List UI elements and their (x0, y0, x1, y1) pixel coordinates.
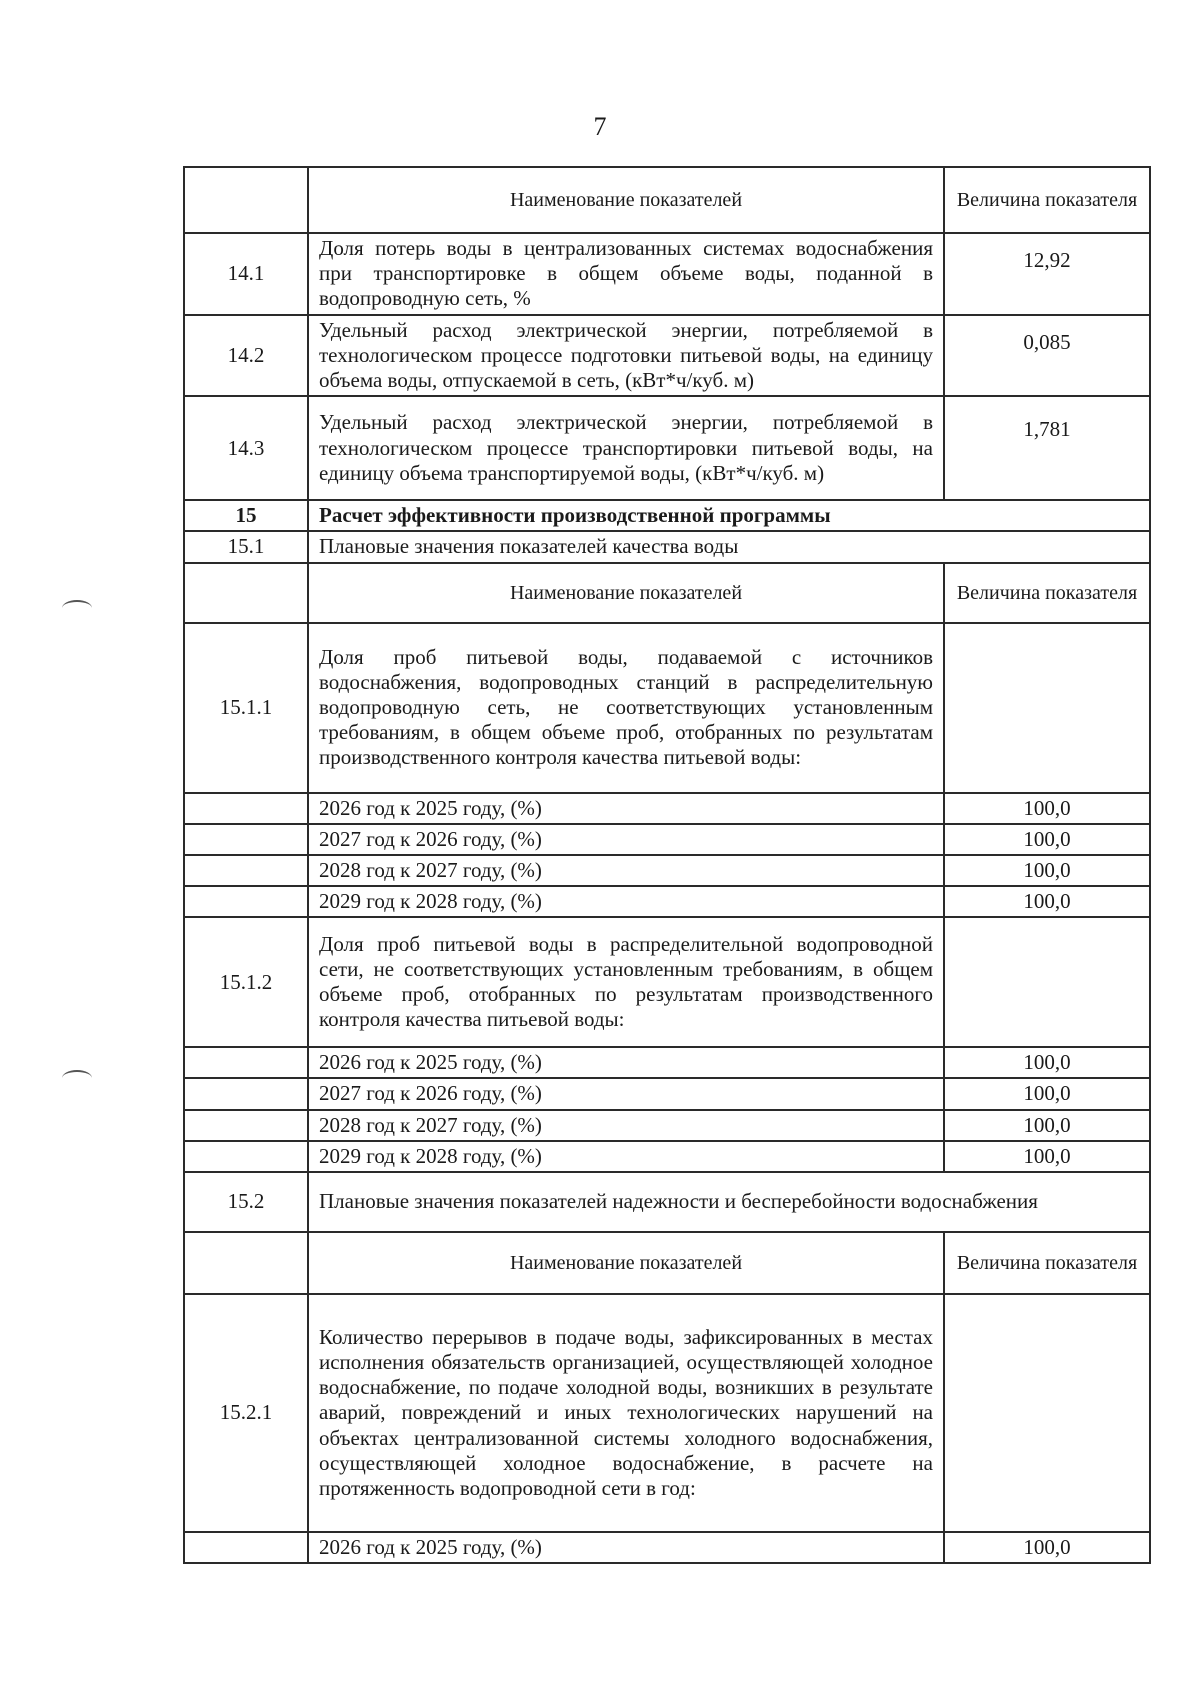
table-row (184, 1294, 1150, 1532)
row-number: 14.2 (184, 315, 308, 397)
row-value (944, 623, 1150, 793)
year-row (184, 1141, 1150, 1172)
year-value: 100,0 (944, 1047, 1150, 1078)
table-row (184, 917, 1150, 1047)
header-num-cell (184, 563, 308, 623)
year-label: 2026 год к 2025 году, (%) (308, 1532, 944, 1563)
header-value-cell: Величина показателя (944, 563, 1150, 623)
row-text: Количество перерывов в подаче воды, зафиксированных в местах исполнения обязательств организацией, осуществляющей холодное водоснабжение, по подаче холодной воды, возникших в результате аварий, повреждений и иных технологических нарушений на объектах централизованной системы холодного водоснабжения, осуществляющей холодное водоснабжение, в расчете на протяженность водопроводной сети в год: (308, 1294, 944, 1532)
section-number: 15.1 (184, 531, 308, 562)
year-row (184, 855, 1150, 886)
row-text: Доля проб питьевой воды, подаваемой с источников водоснабжения, водопроводных станций в распределительную водопроводную сеть, не соответствующих установленным требованиям, в общем объеме проб, отобранных по результатам производственного контроля качества питьевой воды: (308, 623, 944, 793)
section-row (184, 500, 1150, 531)
table-row (184, 233, 1150, 315)
year-label: 2029 год к 2028 году, (%) (308, 1141, 944, 1172)
row-text: Удельный расход электрической энергии, потребляемой в технологическом процессе подготовки питьевой воды, на единицу объема воды, отпускаемой в сеть, (кВт*ч/куб. м) (308, 315, 944, 397)
table-header-row (184, 563, 1150, 623)
year-value: 100,0 (944, 793, 1150, 824)
year-row-num-cell (184, 1141, 308, 1172)
table-header-row (184, 1232, 1150, 1294)
page-number: 7 (593, 112, 607, 141)
year-label: 2027 год к 2026 году, (%) (308, 1078, 944, 1109)
row-number: 15.1.2 (184, 917, 308, 1047)
section-title: Плановые значения показателей надежности и бесперебойности водоснабжения (308, 1172, 1150, 1232)
year-value: 100,0 (944, 886, 1150, 917)
year-label: 2028 год к 2027 году, (%) (308, 1110, 944, 1141)
year-row-num-cell (184, 1110, 308, 1141)
year-value: 100,0 (944, 1532, 1150, 1563)
row-number: 14.3 (184, 396, 308, 500)
row-text: Доля проб питьевой воды в распределительной водопроводной сети, не соответствующих установленным требованиям, в общем объеме проб, отобранных по результатам производственного контроля качества питьевой воды: (308, 917, 944, 1047)
header-num-cell (184, 1232, 308, 1294)
year-label: 2026 год к 2025 году, (%) (308, 1047, 944, 1078)
row-value: 1,781 (944, 396, 1150, 500)
year-row (184, 824, 1150, 855)
row-text: Доля потерь воды в централизованных системах водоснабжения при транспортировке в общем объеме воды, поданной в водопроводную сеть, % (308, 233, 944, 315)
row-number: 15.2.1 (184, 1294, 308, 1532)
year-label: 2026 год к 2025 году, (%) (308, 793, 944, 824)
year-value: 100,0 (944, 1141, 1150, 1172)
section-row (184, 531, 1150, 562)
year-row-num-cell (184, 886, 308, 917)
year-value: 100,0 (944, 1110, 1150, 1141)
year-row-num-cell (184, 793, 308, 824)
year-row (184, 793, 1150, 824)
year-row (184, 886, 1150, 917)
year-label: 2027 год к 2026 году, (%) (308, 824, 944, 855)
year-row-num-cell (184, 855, 308, 886)
row-number: 14.1 (184, 233, 308, 315)
year-value: 100,0 (944, 824, 1150, 855)
header-value-cell: Величина показателя (944, 1232, 1150, 1294)
table-row (184, 396, 1150, 500)
section-row (184, 1172, 1150, 1232)
year-label: 2029 год к 2028 году, (%) (308, 886, 944, 917)
year-row (184, 1047, 1150, 1078)
row-value: 0,085 (944, 315, 1150, 397)
year-row-num-cell (184, 1532, 308, 1563)
year-row-num-cell (184, 1047, 308, 1078)
year-row-num-cell (184, 824, 308, 855)
section-number: 15 (184, 500, 308, 531)
scan-mark (62, 1070, 92, 1086)
year-row (184, 1110, 1150, 1141)
year-value: 100,0 (944, 855, 1150, 886)
section-number: 15.2 (184, 1172, 308, 1232)
scan-mark (62, 600, 92, 616)
row-number: 15.1.1 (184, 623, 308, 793)
header-name-cell: Наименование показателей (308, 563, 944, 623)
table-row (184, 623, 1150, 793)
year-value: 100,0 (944, 1078, 1150, 1109)
section-title: Плановые значения показателей качества воды (308, 531, 1150, 562)
year-row-num-cell (184, 1078, 308, 1109)
row-value: 12,92 (944, 233, 1150, 315)
section-title: Расчет эффективности производственной программы (308, 500, 1150, 531)
indicators-table (183, 166, 1151, 1564)
header-name-cell: Наименование показателей (308, 1232, 944, 1294)
header-num-cell (184, 167, 308, 233)
table-row (184, 315, 1150, 397)
table-header-row (184, 167, 1150, 233)
header-name-cell: Наименование показателей (308, 167, 944, 233)
year-label: 2028 год к 2027 году, (%) (308, 855, 944, 886)
row-value (944, 917, 1150, 1047)
row-text: Удельный расход электрической энергии, потребляемой в технологическом процессе транспортировки питьевой воды, на единицу объема транспортируемой воды, (кВт*ч/куб. м) (308, 396, 944, 500)
year-row (184, 1532, 1150, 1563)
row-value (944, 1294, 1150, 1532)
header-value-cell: Величина показателя (944, 167, 1150, 233)
year-row (184, 1078, 1150, 1109)
